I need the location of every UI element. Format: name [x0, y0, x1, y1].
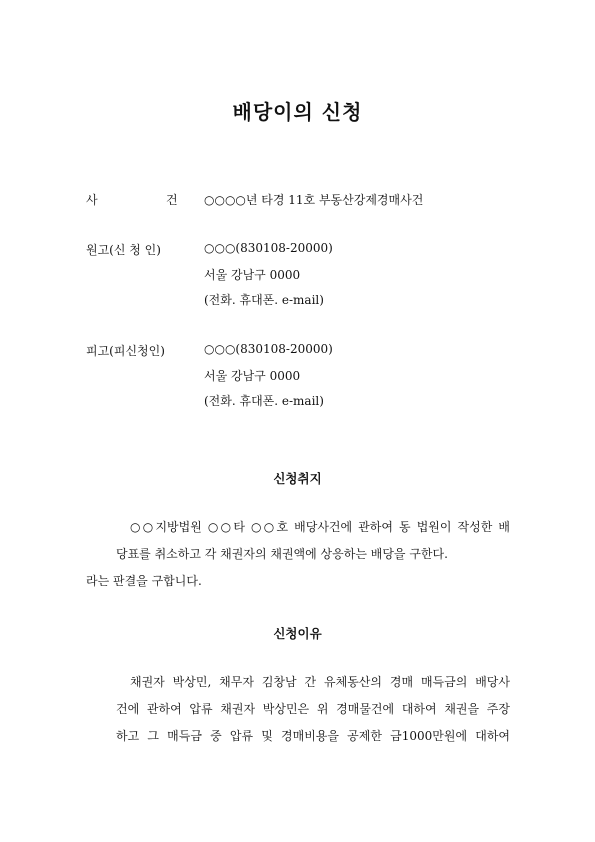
- purpose-line-2: 당표를 취소하고 각 채권자의 채권액에 상응하는 배당을 구한다.: [116, 547, 448, 561]
- reason-line-2: 건에 관하여 압류 채권자 박상민은 위 경매물건에 대하여 채권을 주장: [116, 702, 510, 716]
- defendant-name: ○○○(830108-20000): [204, 342, 333, 356]
- defendant-label: 피고(피신청인): [86, 344, 165, 358]
- reason-heading: 신청이유: [273, 626, 322, 641]
- defendant-contact: (전화. 휴대폰. e-mail): [204, 394, 324, 408]
- plaintiff-contact: (전화. 휴대폰. e-mail): [204, 293, 324, 307]
- case-label-right: 건: [166, 193, 178, 207]
- defendant-address: 서울 강남구 0000: [204, 369, 301, 383]
- reason-line-3: 하고 그 매득금 중 압류 및 경매비용을 공제한 금1000만원에 대하여: [116, 729, 510, 743]
- plaintiff-address: 서울 강남구 0000: [204, 268, 301, 282]
- purpose-line-1: ○○지방법원 ○○타 ○○호 배당사건에 관하여 동 법원이 작성한 배: [130, 520, 510, 534]
- plaintiff-name: ○○○(830108-20000): [204, 241, 333, 255]
- case-value: ○○○○년 타경 11호 부동산강제경매사건: [204, 193, 424, 207]
- purpose-heading: 신청취지: [273, 471, 322, 486]
- reason-line-1: 채권자 박상민, 채무자 김창남 간 유체동산의 경매 매득금의 배당사: [130, 675, 510, 689]
- case-label-left: 사: [86, 193, 98, 207]
- document-title: 배당이의 신청: [232, 100, 363, 124]
- plaintiff-label: 원고(신 청 인): [86, 243, 161, 257]
- purpose-line-3: 라는 판결을 구합니다.: [86, 574, 202, 588]
